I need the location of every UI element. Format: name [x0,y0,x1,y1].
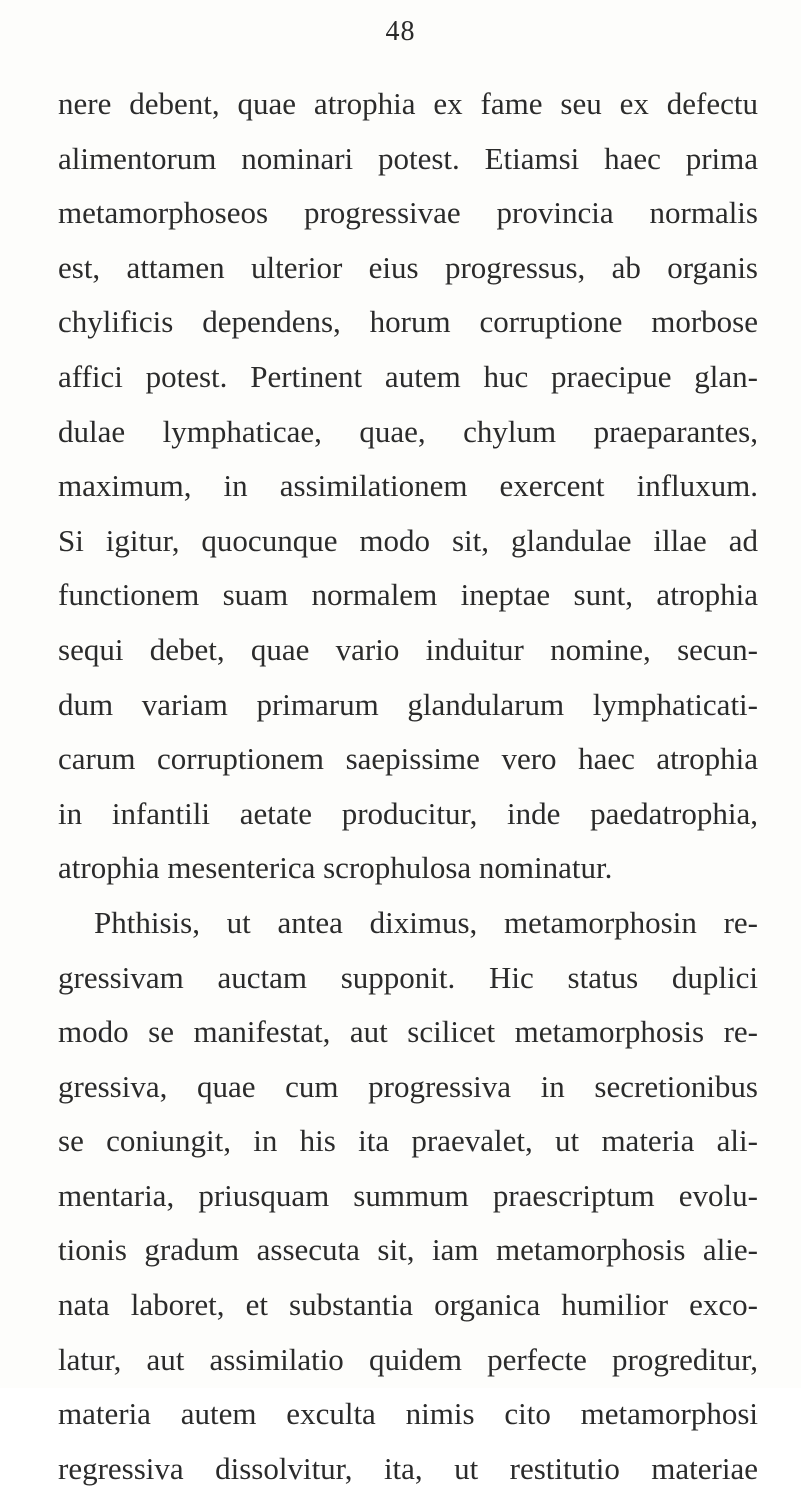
text-line: regressiva dissolvitur, ita, ut restitutio materiae [58,1450,758,1486]
text-line: dulae lymphaticae, quae, chylum praeparantes, [58,413,758,449]
text-line: gressiva, quae cum progressiva in secretionibus [58,1068,758,1104]
text-line: tionis gradum assecuta sit, iam metamorphosis alie- [58,1232,758,1268]
text-line: materia autem exculta nimis cito metamorphosi [58,1396,758,1432]
text-line: modo se manifestat, aut scilicet metamorphosis re- [58,1014,758,1050]
text-line: atrophia mesenterica scrophulosa nominatur. [58,850,613,886]
text-line: est, attamen ulterior eius progressus, ab organis [58,249,758,285]
text-line: metamorphoseos progressivae provincia normalis [58,195,758,231]
text-line: latur, aut assimilatio quidem perfecte progreditur, [58,1341,758,1377]
page-number: 48 [385,16,416,47]
text-line: dum variam primarum glandularum lymphaticati- [58,686,758,722]
body-text [58,77,758,1496]
text-line: chylificis dependens, horum corruptione morbose [58,304,758,340]
text-line: maximum, in assimilationem exercent influxum. [58,468,758,504]
text-line: sequi debet, quae vario induitur nomine, secun- [58,631,758,667]
text-line: nata laboret, et substantia organica humilior exco- [58,1287,758,1323]
text-line: Si igitur, quocunque modo sit, glandulae illae ad [58,522,758,558]
text-line: nere debent, quae atrophia ex fame seu ex defectu [58,86,758,121]
text-line: se coniungit, in his ita praevalet, ut materia ali- [58,1123,758,1159]
text-line: carum corruptionem saepissime vero haec atrophia [58,741,758,777]
text-line: functionem suam normalem ineptae sunt, atrophia [58,577,758,613]
text-line: alimentorum nominari potest. Etiamsi haec prima [58,140,758,176]
text-line: affici potest. Pertinent autem huc praecipue glan- [58,358,758,394]
text-line: mentaria, priusquam summum praescriptum evolu- [58,1177,758,1213]
text-line: Phthisis, ut antea diximus, metamorphosin re- [94,904,758,940]
text-line: in infantili aetate producitur, inde paedatrophia, [58,795,758,831]
text-line: gressivam auctam supponit. Hic status duplici [58,959,758,995]
